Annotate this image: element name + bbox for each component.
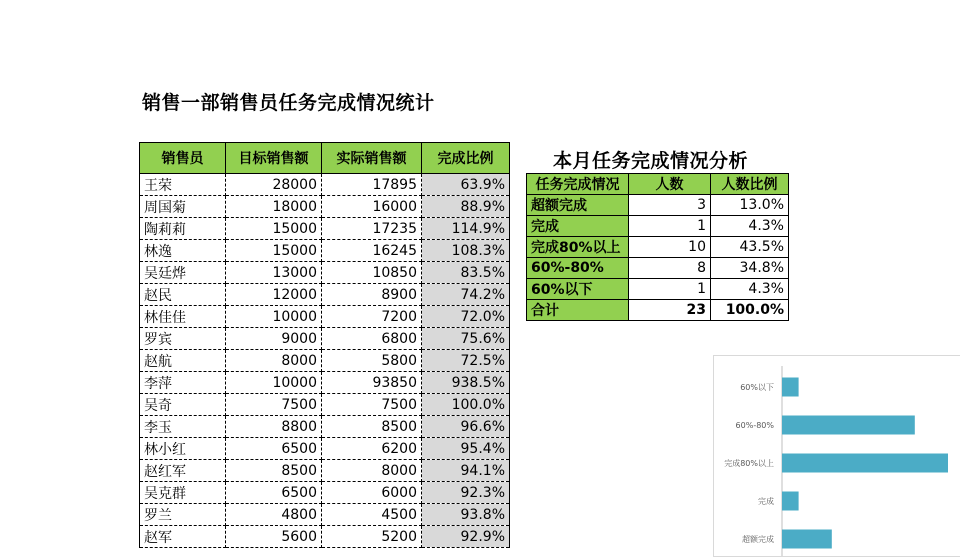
- analysis-table: [526, 173, 789, 321]
- share-cell[interactable]: 43.5%: [711, 237, 789, 258]
- ratio-cell[interactable]: 74.2%: [422, 284, 510, 306]
- salesperson-cell[interactable]: 罗兰: [140, 504, 226, 526]
- analysis-header-cell: 人数: [629, 174, 711, 195]
- ratio-cell[interactable]: 938.5%: [422, 372, 510, 394]
- category-cell[interactable]: 完成80%以上: [527, 237, 629, 258]
- bar[interactable]: [782, 492, 799, 511]
- table-row: [527, 258, 789, 279]
- table-row: [140, 394, 510, 416]
- category-label: 超额完成: [742, 535, 774, 544]
- table-row: [527, 237, 789, 258]
- count-cell[interactable]: 8: [629, 258, 711, 279]
- category-label: 完成80%以上: [724, 459, 774, 468]
- ratio-cell[interactable]: 100.0%: [422, 394, 510, 416]
- target-cell[interactable]: 6500: [226, 438, 322, 460]
- share-cell[interactable]: 4.3%: [711, 216, 789, 237]
- actual-cell[interactable]: 8900: [322, 284, 422, 306]
- ratio-cell[interactable]: 92.9%: [422, 526, 510, 548]
- actual-cell[interactable]: 6200: [322, 438, 422, 460]
- target-cell[interactable]: 6500: [226, 482, 322, 504]
- ratio-cell[interactable]: 96.6%: [422, 416, 510, 438]
- bar[interactable]: [782, 416, 915, 435]
- bar[interactable]: [782, 454, 948, 473]
- actual-cell[interactable]: 7500: [322, 394, 422, 416]
- ratio-cell[interactable]: 75.6%: [422, 328, 510, 350]
- table-row: [140, 284, 510, 306]
- actual-cell[interactable]: 10850: [322, 262, 422, 284]
- target-cell[interactable]: 15000: [226, 240, 322, 262]
- target-cell[interactable]: 4800: [226, 504, 322, 526]
- analysis-header-cell: 任务完成情况: [527, 174, 629, 195]
- table-row: [140, 460, 510, 482]
- total-label-cell[interactable]: 合计: [527, 300, 629, 321]
- actual-cell[interactable]: 6800: [322, 328, 422, 350]
- target-cell[interactable]: 8000: [226, 350, 322, 372]
- page-title: 销售一部销售员任务完成情况统计: [142, 92, 435, 114]
- target-cell[interactable]: 12000: [226, 284, 322, 306]
- count-cell[interactable]: 1: [629, 216, 711, 237]
- category-cell[interactable]: 超额完成: [527, 195, 629, 216]
- category-cell[interactable]: 60%以下: [527, 279, 629, 300]
- actual-cell[interactable]: 5800: [322, 350, 422, 372]
- target-cell[interactable]: 8500: [226, 460, 322, 482]
- table-row: [140, 196, 510, 218]
- salesperson-cell[interactable]: 王荣: [140, 174, 226, 196]
- count-cell[interactable]: 3: [629, 195, 711, 216]
- ratio-cell[interactable]: 88.9%: [422, 196, 510, 218]
- table-row: [140, 328, 510, 350]
- table-row: [140, 174, 510, 196]
- salesperson-cell[interactable]: 赵航: [140, 350, 226, 372]
- salesperson-cell[interactable]: 吴克群: [140, 482, 226, 504]
- sales-header-cell: 销售员: [140, 143, 226, 174]
- actual-cell[interactable]: 6000: [322, 482, 422, 504]
- category-label: 完成: [758, 497, 774, 506]
- ratio-cell[interactable]: 83.5%: [422, 262, 510, 284]
- category-label: 60%以下: [740, 383, 774, 392]
- table-row: [140, 416, 510, 438]
- ratio-cell[interactable]: 114.9%: [422, 218, 510, 240]
- actual-cell[interactable]: 17235: [322, 218, 422, 240]
- bar[interactable]: [782, 530, 832, 549]
- actual-cell[interactable]: 16245: [322, 240, 422, 262]
- total-share-cell[interactable]: 100.0%: [711, 300, 789, 321]
- bar-chart-svg: [714, 356, 960, 556]
- category-label: 60%-80%: [735, 421, 774, 430]
- bar[interactable]: [782, 378, 799, 397]
- target-cell[interactable]: 18000: [226, 196, 322, 218]
- ratio-cell[interactable]: 92.3%: [422, 482, 510, 504]
- ratio-cell[interactable]: 63.9%: [422, 174, 510, 196]
- target-cell[interactable]: 8800: [226, 416, 322, 438]
- sales-header-cell: 目标销售额: [226, 143, 322, 174]
- salesperson-cell[interactable]: 李萍: [140, 372, 226, 394]
- actual-cell[interactable]: 4500: [322, 504, 422, 526]
- actual-cell[interactable]: 8000: [322, 460, 422, 482]
- table-row: [140, 504, 510, 526]
- analysis-header-row: [527, 174, 789, 195]
- salesperson-cell[interactable]: 罗宾: [140, 328, 226, 350]
- analysis-title: 本月任务完成情况分析: [553, 150, 749, 172]
- salesperson-cell[interactable]: 林逸: [140, 240, 226, 262]
- sales-header-cell: 实际销售额: [322, 143, 422, 174]
- total-count-cell[interactable]: 23: [629, 300, 711, 321]
- ratio-cell[interactable]: 72.5%: [422, 350, 510, 372]
- share-cell[interactable]: 13.0%: [711, 195, 789, 216]
- ratio-cell[interactable]: 94.1%: [422, 460, 510, 482]
- actual-cell[interactable]: 7200: [322, 306, 422, 328]
- actual-cell[interactable]: 8500: [322, 416, 422, 438]
- total-row: [527, 300, 789, 321]
- count-cell[interactable]: 1: [629, 279, 711, 300]
- table-row: [140, 262, 510, 284]
- salesperson-cell[interactable]: 林小红: [140, 438, 226, 460]
- actual-cell[interactable]: 16000: [322, 196, 422, 218]
- table-row: [140, 526, 510, 548]
- salesperson-cell[interactable]: 吴廷烨: [140, 262, 226, 284]
- salesperson-cell[interactable]: 林佳佳: [140, 306, 226, 328]
- actual-cell[interactable]: 5200: [322, 526, 422, 548]
- target-cell[interactable]: 9000: [226, 328, 322, 350]
- sales-table: [139, 142, 510, 548]
- table-row: [140, 438, 510, 460]
- share-cell[interactable]: 34.8%: [711, 258, 789, 279]
- table-row: [140, 218, 510, 240]
- salesperson-cell[interactable]: 周国菊: [140, 196, 226, 218]
- ratio-cell[interactable]: 93.8%: [422, 504, 510, 526]
- table-row: [140, 306, 510, 328]
- salesperson-cell[interactable]: 赵红军: [140, 460, 226, 482]
- target-cell[interactable]: 7500: [226, 394, 322, 416]
- table-row: [527, 195, 789, 216]
- salesperson-cell[interactable]: 陶莉莉: [140, 218, 226, 240]
- ratio-cell[interactable]: 72.0%: [422, 306, 510, 328]
- target-cell[interactable]: 15000: [226, 218, 322, 240]
- table-row: [140, 240, 510, 262]
- ratio-cell[interactable]: 95.4%: [422, 438, 510, 460]
- actual-cell[interactable]: 17895: [322, 174, 422, 196]
- share-cell[interactable]: 4.3%: [711, 279, 789, 300]
- task-chart[interactable]: [713, 355, 960, 557]
- target-cell[interactable]: 10000: [226, 372, 322, 394]
- category-cell[interactable]: 60%-80%: [527, 258, 629, 279]
- salesperson-cell[interactable]: 赵民: [140, 284, 226, 306]
- salesperson-cell[interactable]: 李玉: [140, 416, 226, 438]
- actual-cell[interactable]: 93850: [322, 372, 422, 394]
- table-row: [527, 279, 789, 300]
- category-cell[interactable]: 完成: [527, 216, 629, 237]
- sales-header-cell: 完成比例: [422, 143, 510, 174]
- target-cell[interactable]: 5600: [226, 526, 322, 548]
- ratio-cell[interactable]: 108.3%: [422, 240, 510, 262]
- count-cell[interactable]: 10: [629, 237, 711, 258]
- table-row: [140, 350, 510, 372]
- target-cell[interactable]: 10000: [226, 306, 322, 328]
- table-row: [140, 372, 510, 394]
- target-cell[interactable]: 13000: [226, 262, 322, 284]
- table-row: [140, 482, 510, 504]
- analysis-header-cell: 人数比例: [711, 174, 789, 195]
- target-cell[interactable]: 28000: [226, 174, 322, 196]
- salesperson-cell[interactable]: 赵军: [140, 526, 226, 548]
- salesperson-cell[interactable]: 吴奇: [140, 394, 226, 416]
- table-row: [527, 216, 789, 237]
- sales-header-row: [140, 143, 510, 174]
